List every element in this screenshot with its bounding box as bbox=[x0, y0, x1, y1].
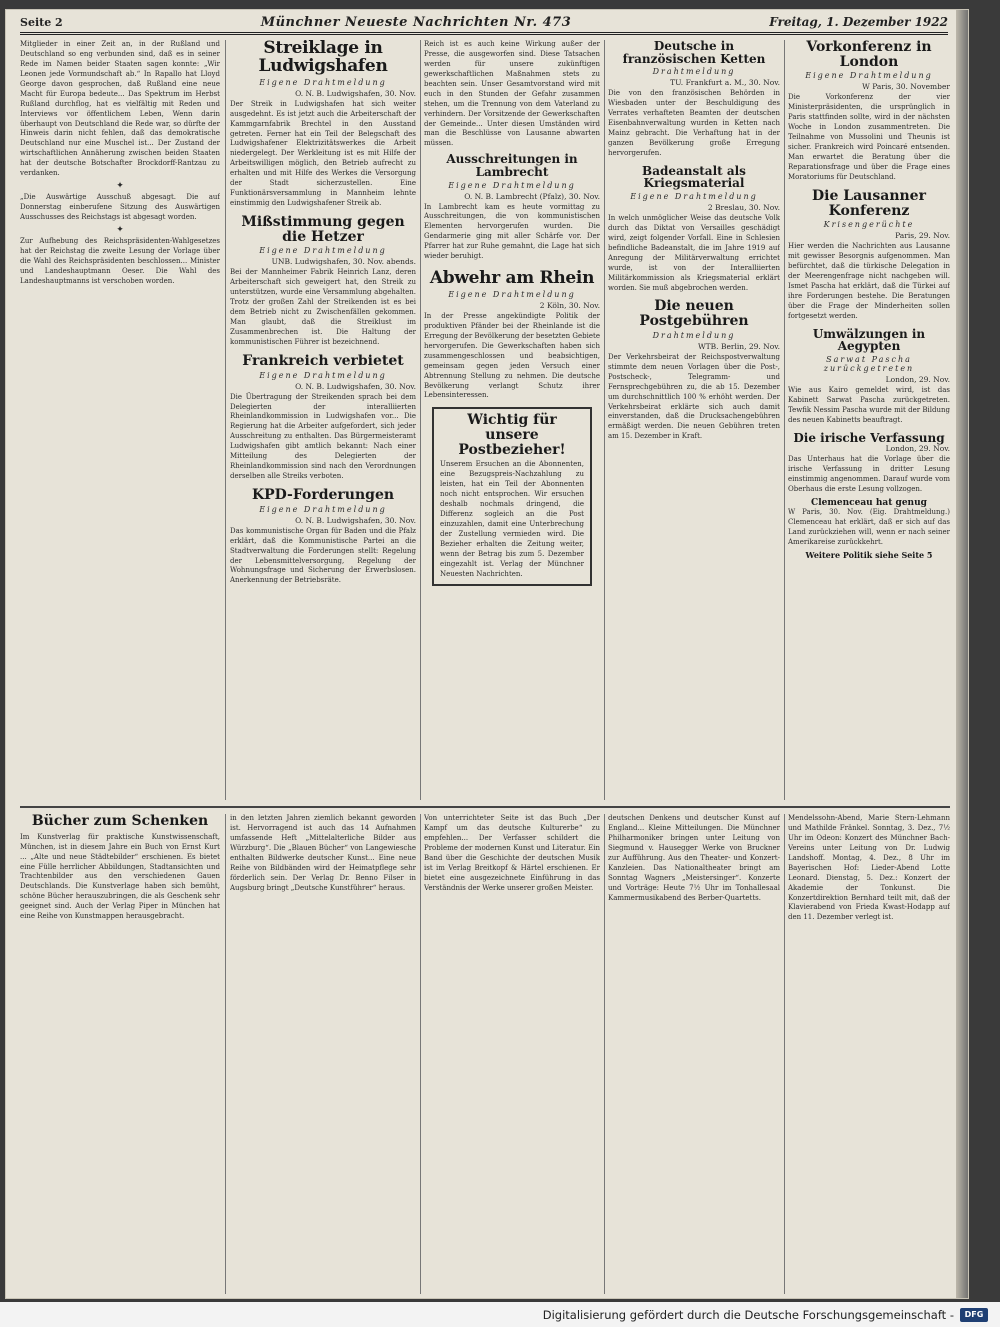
dateline: TU. Frankfurt a. M., 30. Nov. bbox=[670, 78, 780, 88]
dateline: WTB. Berlin, 29. Nov. bbox=[697, 341, 780, 351]
article-text: Der Streik in Ludwigshafen hat sich weiter ausgedehnt. Es ist jetzt auch die Arbeiterschaft der Kammgarnfabrik Brechtel in den Ausstand getreten. Ferner hat ein Teil der Belegschaft des Ludwigshafener Elektrizitätswerkes die Arbeit niedergelegt. Der Werkleitung ist es mit Hilfe der Arbeitswilligen möglich, den Betrieb aufrecht zu erhalten und mit Hilfe des Werkes die Versorgung der Stadt sicherzustellen. Eine Funktionärsversammlung in Mannheim lehnte einstimmig den Ludwigshafener Streik ab. bbox=[230, 99, 416, 208]
byline: Eigene Drahtmeldung bbox=[448, 180, 576, 190]
separator-star: ✦ bbox=[116, 224, 124, 235]
headline-irland: Die irische Verfassung bbox=[793, 430, 945, 445]
article-text: In welch unmöglicher Weise das deutsche Volk durch das Diktat von Versailles geschädigt wird, zeigt folgender Vorfall. Eine in Schlesien befindliche Badeanstalt, die im Jahre 1919 auf Anregung der Militärverwaltung errichtet wurde, ist von der Interalliierten Militärkommission als Kriegsmaterial erklärt worden. Sie muß abgebrochen werden. bbox=[608, 213, 780, 292]
article-text: Reich ist es auch keine Wirkung außer der Presse, die ausgeworfen sind. Diese Tatsachen werden für unsere zukünftigen gewerkschaftlichen Maßnahmen stets zu beachten sein. Unser Gesamtvorstand wird mit euch in den Stunden der Gefahr zusammen stehen, um die Trennung von dem Vaterland zu verhindern. Der Vorsitzende der Gewerkschaften der Gemeinde... Unter diesen Umständen wird man die Beschlüsse von Lausanne abwarten müssen. bbox=[424, 40, 600, 148]
headline-kpd: KPD-Forderungen bbox=[251, 487, 395, 503]
column-4 bbox=[608, 40, 780, 800]
article-text: Bei der Mannheimer Fabrik Heinrich Lanz, deren Arbeiterschaft sich geweigert hat, den Streik zu unterstützen, wurde eine Versammlung abgehalten. Trotz der großen Zahl der Streikenden ist es bei dem Betrieb nicht zu Zwischenfällen gekommen. Man glaubt, daß die Streiklust im Zusammenbrechen ist. Die Haltung der kommunistischen Führer ist bezeichnend. bbox=[230, 268, 416, 346]
notice-title: Wichtig für unsere Postbezieher! bbox=[458, 412, 566, 458]
article-text: Von unterrichteter Seite ist das Buch „Der Kampf um das deutsche Kulturerbe“ zu empfehlen... Der Verfasser schildert die Probleme der modernen Kunst und Literatur. Ein Band über die Geschichte der deutschen Musik ist im Verlag Breitkopf & Härtel erschienen. Er bietet eine ausgezeichnete Einführung in das Verständnis der Werke unserer großen Meister. bbox=[424, 814, 600, 892]
byline: Drahtmeldung bbox=[652, 330, 736, 340]
byline: Eigene Drahtmeldung bbox=[259, 246, 387, 256]
newspaper-page bbox=[6, 10, 968, 1298]
dateline: 2 Köln, 30. Nov. bbox=[539, 300, 600, 310]
headline-vorkonferenz: Vorkonferenz in London bbox=[806, 40, 932, 70]
article-text: In der Presse angekündigte Politik der produktiven Pfänder bei der Rheinlande ist die Erregung der Bevölkerung der besetzten Gebiete hervorgerufen. Die Gewerkschaften haben sich zusammengeschlossen und beabsichtigen, gemeinsam gegen jeden Versuch einer Abtrennung Stellung zu nehmen. Die deutsche Bevölkerung verlangt Schutz ihrer Lebensinteressen. bbox=[424, 311, 600, 400]
column-divider bbox=[420, 40, 421, 800]
headline-frankreich: Frankreich verbietet bbox=[242, 352, 404, 369]
article-text: Die von den französischen Behörden in Wiesbaden unter der Beschuldigung des Verrates verhafteten Beamten der deutschen Eisenbahnverwaltung wurden in Ketten nach Mainz gebracht. Die Verhaftung hat in der ganzen Bevölkerung große Erregung hervorgerufen. bbox=[608, 89, 780, 157]
article-text: Die Übertragung der Streikenden sprach bei dem Delegierten der interalliierten Rheinlandkommission in Ludwigshafen vor... Die Regierung hat die Arbeiter aufgefordert, sich jeder Ausschreitung zu enthalten. Das Bürgermeisteramt Ludwigshafen gibt amtlich bekannt: Nach einer Mitteilung des Delegierten der Rheinlandkommission sind nach den Verordnungen derselben alle Streiks verboten. bbox=[230, 392, 416, 481]
article-text: Hier werden die Nachrichten aus Lausanne mit gewisser Besorgnis aufgenommen. Man befürchtet, daß die türkische Delegation in der Meerengenfrage nicht nachgeben will. Ismet Pascha hat erklärt, daß die Türkei auf ihre Forderungen bestehe. Die Beratungen über die Frage der Minderheiten sollen fortgesetzt werden. bbox=[788, 242, 950, 320]
headline-postgebuehren: Die neuen Postgebühren bbox=[639, 298, 749, 330]
bottom-column-1 bbox=[20, 814, 220, 1294]
article-text: Im Kunstverlag für praktische Kunstwissenschaft, München, ist in diesem Jahre ein Buch von Ernst Kurt ... „Alte und neue Städtebilder“ erschienen. Es bietet eine Fülle herrlicher Abbildungen, Stadtansichten und Trachtenbilder aus den verschiedenen Gauen Deutschlands. Die Kunstverlage haben sich bemüht, schöne Bücher herauszubringen, die als Geschenk sehr geeignet sind. Auch der Verlag Piper in München hat eine Reihe von Kunstmappen herausgebracht. bbox=[20, 832, 220, 921]
dateline: O. N. B. Ludwigshafen, 30. Nov. bbox=[295, 515, 416, 525]
byline: Eigene Drahtmeldung bbox=[805, 71, 933, 81]
column-5 bbox=[788, 40, 950, 800]
page-header bbox=[20, 12, 948, 35]
dateline: London, 29. Nov. bbox=[885, 444, 950, 454]
dateline: W Paris, 30. November bbox=[862, 82, 950, 92]
notice-box bbox=[432, 407, 592, 585]
headline-buecher: Bücher zum Schenken bbox=[31, 814, 209, 829]
article-text: Zur Aufhebung des Reichspräsidenten-Wahlgesetzes hat der Reichstag die zweite Lesung der Vorlage über die Wahl des Reichspräsidenten beschlossen... Minister und Landeshauptmann Oeser. Die Wahl des Landeshauptmanns ist verschoben worden. bbox=[20, 236, 220, 285]
article-note: „Die Auswärtige Ausschuß abgesagt. Die auf Donnerstag einberufene Sitzung des Auswärtigen Ausschusses des Reichstags ist abgesagt worden. bbox=[20, 193, 220, 221]
byline: Eigene Drahtmeldung bbox=[630, 191, 758, 201]
masthead-title: Münchner Neueste Nachrichten Nr. 473 bbox=[260, 14, 572, 30]
dateline: O. N. B. Lambrecht (Pfalz), 30. Nov. bbox=[464, 191, 600, 201]
dateline: UNB. Ludwigshafen, 30. Nov. abends. bbox=[271, 257, 416, 267]
subheadline-clemenceau: Clemenceau hat genug bbox=[811, 497, 927, 508]
section-divider bbox=[20, 806, 950, 808]
article-text: Das Unterhaus hat die Vorlage über die irische Verfassung in dritter Lesung einstimmig angenommen. Darauf wurde vom Oberhaus die erste Lesung vollzogen. bbox=[788, 455, 950, 494]
article-text: Das kommunistische Organ für Baden und die Pfalz erklärt, daß die Kommunistische Partei an die Stadtverwaltung die Forderungen stellt: Regelung der Lebensmittelversorgung, Regelung der Wohnungsfrage und Sicherung der Erwerbslosen. Anerkennung der Betriebsräte. bbox=[230, 526, 416, 585]
byline: Eigene Drahtmeldung bbox=[259, 370, 387, 380]
article-text: Wie aus Kairo gemeldet wird, ist das Kabinett Sarwat Pascha zurückgetreten. Tewfik Nessim Pascha wurde mit der Bildung des neuen Kabinetts beauftragt. bbox=[788, 385, 950, 424]
bottom-column-4 bbox=[608, 814, 780, 1294]
issue-date: Freitag, 1. Dezember 1922 bbox=[769, 15, 948, 29]
byline: Drahtmeldung bbox=[652, 67, 736, 77]
bottom-column-3 bbox=[424, 814, 600, 1294]
byline: Krisengerüchte bbox=[823, 220, 915, 230]
column-divider bbox=[420, 814, 421, 1294]
headline-hetzer: Mißstimmung gegen die Hetzer bbox=[241, 214, 405, 245]
headline-ketten: Deutsche in französischen Ketten bbox=[622, 40, 766, 66]
article-text: deutschen Denkens und deutscher Kunst auf England... Kleine Mitteilungen. Die Münchner Philharmoniker bringen unter Leitung von Siegmund v. Hausegger Werke von Bruckner zur Aufführung. Aus den Theater- und Konzert-Kanzleien. Das Nationaltheater bringt am Sonntag Wagners „Meistersinger“. Konzerte und Vorträge: Heute 7½ Uhr im Tonhallesaal Kammermusikabend des Berber-Quartetts. bbox=[608, 814, 780, 902]
notice-text: Unserem Ersuchen an die Abonnenten, eine Bezugspreis-Nachzahlung zu leisten, hat ein Teil der Abonnenten noch nicht entsprochen. Wir ersuchen deshalb nochmals dringend, die Differenz sogleich an die Post einzuzahlen, damit eine Unterbrechung der Zustellung vermieden wird. Die Bezieher erhalten die Zeitung weiter, wenn der Betrag bis zum 5. Dezember eingezahlt ist. Verlag der Münchner Neuesten Nachrichten. bbox=[440, 460, 584, 578]
headline-abwehr: Abwehr am Rhein bbox=[429, 268, 595, 289]
continued-reference: Weitere Politik siehe Seite 5 bbox=[805, 550, 933, 561]
article-text: W Paris, 30. Nov. (Eig. Drahtmeldung.) Clemenceau hat erklärt, daß er sich auf das Land zurückziehen will, wenn er nach seiner Amerikareise zurückkehrt. bbox=[788, 508, 950, 547]
column-3 bbox=[424, 40, 600, 800]
article-text: In Lambrecht kam es heute vormittag zu Ausschreitungen, die von kommunistischen Elementen hervorgerufen wurden. Die Gendarmerie ging mit aller Schärfe vor. Der Pfarrer hat zur Ruhe gemahnt, die Lage hat sich wieder beruhigt. bbox=[424, 202, 600, 261]
column-1 bbox=[20, 40, 220, 800]
dateline: O. N. B. Ludwigshafen, 30. Nov. bbox=[295, 88, 416, 98]
headline-badeanstalt: Badeanstalt als Kriegsmaterial bbox=[642, 163, 746, 191]
bottom-column-2 bbox=[230, 814, 416, 1294]
dfg-logo-icon: DFG bbox=[960, 1308, 988, 1322]
dateline: O. N. B. Ludwigshafen, 30. Nov. bbox=[295, 381, 416, 391]
funding-note: Digitalisierung gefördert durch die Deutsche Forschungsgemeinschaft - bbox=[542, 1307, 954, 1322]
separator-star: ✦ bbox=[116, 181, 124, 192]
column-divider bbox=[225, 814, 226, 1294]
column-divider bbox=[784, 814, 785, 1294]
byline: Eigene Drahtmeldung bbox=[259, 504, 387, 514]
dateline: Paris, 29. Nov. bbox=[895, 231, 950, 241]
column-divider bbox=[604, 814, 605, 1294]
byline: Eigene Drahtmeldung bbox=[259, 77, 387, 87]
article-text: in den letzten Jahren ziemlich bekannt geworden ist. Hervorragend ist auch das 14 Aufnahmen umfassende Heft „Mittelalterliche Bilder aus Würzburg“. Die „Blauen Bücher“ von Langewiesche enthalten Bildwerke deutscher Kunst... Eine neue Reihe von Bildbänden wird der Heimatpflege sehr förderlich sein. Der Verlag Dr. Benno Filser in Augsburg bringt „Deutsche Kunstführer“ heraus. bbox=[230, 814, 416, 892]
column-2 bbox=[230, 40, 416, 800]
digitization-footer bbox=[0, 1302, 1000, 1327]
headline-lambrecht: Ausschreitungen in Lambrecht bbox=[446, 152, 578, 179]
scan-edge bbox=[956, 10, 968, 1298]
headline-lausanne: Die Lausanner Konferenz bbox=[812, 187, 926, 219]
dateline: 2 Breslau, 30. Nov. bbox=[707, 202, 780, 212]
page-number: Seite 2 bbox=[20, 15, 63, 29]
column-divider bbox=[784, 40, 785, 800]
article-text: Mitglieder in einer Zeit an, in der Rußland und Deutschland so eng verbunden sind, daß es in seiner Rede im Namen beider Staaten sagen konnte: „Wir Leonen jede Vormundschaft ab.“ In Rapallo hat Lloyd George davon gesprochen, daß Rußland eine neue Macht für Europa bedeute... Das Spektrum im Herbst Rußland durchflog, hat es vielfältig mit Reden und Interviews vor öffentlichem Leben, Wenn darin überhaupt von Deutschland die Rede war, so dürfte der Hinweis darin nicht fehlen, daß das demokratische Deutschland nur eine Muschel ist... Der Zustand der wirtschaftlichen Annäherung zwischen beiden Staaten hat der deutsche Botschafter Brockdorff-Rantzau zu verdanken. bbox=[20, 40, 220, 178]
dateline: London, 29. Nov. bbox=[885, 374, 950, 384]
byline: Sarwat Pascha zurückgetreten bbox=[823, 354, 915, 373]
article-text: Mendelssohn-Abend, Marie Stern-Lehmann und Mathilde Fränkel. Sonntag, 3. Dez., 7½ Uhr im Odeon: Konzert des Münchner Bach-Vereins unter Leitung von Dr. Ludwig Landshoff. Montag, 4. Dez., 8 Uhr im Bayerischen Hof: Lieder-Abend Lotte Leonard. Dienstag, 5. Dez.: Konzert der Akademie der Tonkunst. Die Konzertdirektion Bernhard teilt mit, daß der Klavierabend von Frieda Kwast-Hodapp auf den 11. Dezember verlegt ist. bbox=[788, 814, 950, 922]
headline-aegypten: Umwälzungen in Aegypten bbox=[812, 326, 926, 354]
headline-streik: Streiklage in Ludwigshafen bbox=[258, 40, 388, 76]
article-text: Die Vorkonferenz der vier Ministerpräsidenten, die ursprünglich in Paris stattfinden sollte, wird in der nächsten Woche in London zusammentreten. Die Teilnahme von Mussolini und Theunis ist sicher. Frankreich wird Poincaré entsenden. Man erwartet die Beratung über die Reparationsfrage und über die Frage eines Moratoriums für Deutschland. bbox=[788, 93, 950, 181]
byline: Eigene Drahtmeldung bbox=[448, 289, 576, 299]
column-divider bbox=[225, 40, 226, 800]
column-divider bbox=[604, 40, 605, 800]
article-text: Der Verkehrsbeirat der Reichspostverwaltung stimmte dem neuen Vorlagen über die Post-, Postscheck-, Telegramm- und Fernsprechgebühren zu, die ab 15. Dezember um durchschnittlich 100 % erhöht werden. Der Verkehrsbeirat erklärte sich auch damit einverstanden, daß die Drucksachengebühren ermäßigt werden. Die neuen Gebühren treten am 15. Dezember in Kraft. bbox=[608, 352, 780, 441]
bottom-column-5 bbox=[788, 814, 950, 1294]
